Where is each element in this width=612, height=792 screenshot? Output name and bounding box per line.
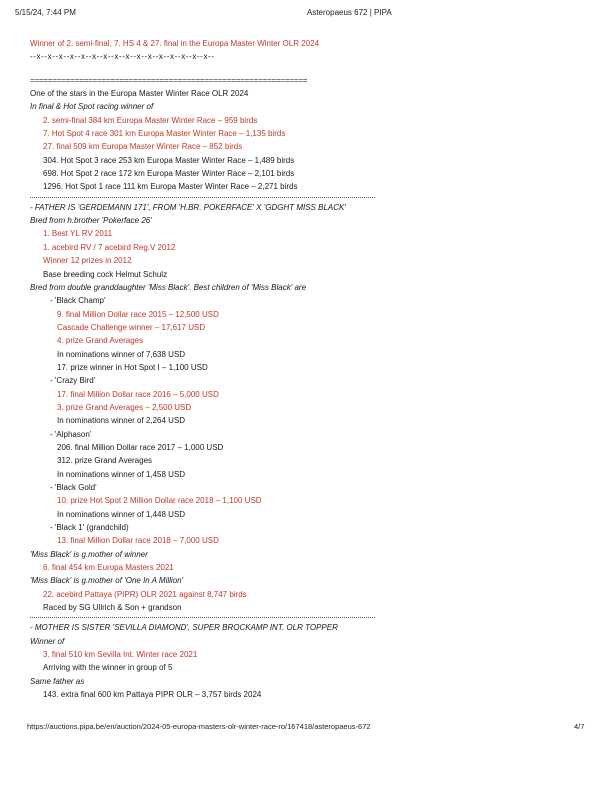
text-line: Base breeding cock Helmut Schulz — [43, 269, 168, 279]
text-line: 3. prize Grand Averages – 2,500 USD — [57, 402, 192, 412]
text-line: Bred from double granddaughter 'Miss Black'. Best children of 'Miss Black' are — [30, 282, 307, 292]
spacer — [30, 64, 590, 74]
text-line: 27. final 509 km Europa Master Winter Race – 852 birds — [43, 142, 243, 152]
text-line: In nominations winner of 1,448 USD — [57, 509, 186, 519]
text-line: 3. final 510 km Sevilla Int. Winter race 2021 — [43, 650, 198, 660]
text-line: --x--x--x--x--x--x--x--x--x--x--x--x--x--x--x--x-- — [30, 52, 215, 62]
text-line: In nominations winner of 7,638 USD — [57, 349, 186, 359]
text-line: 143. extra final 600 km Pattaya PIPR OLR – 3,757 birds 2024 — [43, 690, 262, 700]
text-line: 22. acebird Pattaya (PIPR) OLR 2021 against 8,747 birds — [43, 589, 247, 599]
text-line: - 'Alphason' — [50, 429, 92, 439]
text-line: - MOTHER IS SISTER 'SEVILLA DIAMOND', SUPER BROCKAMP INT. OLR TOPPER — [30, 623, 338, 633]
text-line: 698. Hot Spot 2 race 172 km Europa Master Winter Race – 2,101 birds — [43, 169, 295, 179]
page-number: 4/7 — [574, 722, 585, 731]
text-line: - 'Crazy Bird' — [50, 376, 96, 386]
document-body — [30, 37, 590, 702]
text-line: - FATHER IS 'GERDEMANN 171', FROM 'H.BR. POKERFACE' X 'GDGHT MISS BLACK' — [30, 202, 346, 212]
text-line: 'Miss Black' is g.mother of winner — [30, 549, 148, 559]
text-line: 6. final 454 km Europa Masters 2021 — [43, 563, 174, 573]
text-line: Winner 12 prizes in 2012 — [43, 256, 132, 266]
text-line: 4. prize Grand Averages — [57, 336, 144, 346]
text-line: 13. final Million Dollar race 2018 – 7,000 USD — [57, 536, 219, 546]
text-line: Same father as — [30, 676, 85, 686]
text-line: - 'Black Champ' — [50, 296, 106, 306]
page-title: Asteropaeus 672 | PIPA — [307, 8, 392, 17]
text-line: 1. Best YL RV 2011 — [43, 229, 113, 239]
section-divider — [30, 614, 590, 621]
text-line: 2. semi-final 384 km Europa Master Winter Race – 959 birds — [43, 115, 258, 125]
text-line: - 'Black 1' (grandchild) — [50, 523, 129, 533]
text-line: 1. acebird RV / 7 acebird Reg.V 2012 — [43, 242, 176, 252]
text-line: One of the stars in the Europa Master Winter Race OLR 2024 — [30, 89, 249, 99]
text-line: 10. prize Hot Spot 2 Million Dollar race 2018 – 1,100 USD — [57, 496, 262, 506]
text-line: 17. final Million Dollar race 2016 – 5,000 USD — [57, 389, 219, 399]
print-datetime: 5/15/24, 7:44 PM — [15, 8, 76, 17]
text-line: 9. final Million Dollar race 2015 – 12,500 USD — [57, 309, 219, 319]
text-line: Arriving with the winner in group of 5 — [43, 663, 173, 673]
text-line: Cascade Challenge winner – 17,617 USD — [57, 322, 206, 332]
text-line: In final & Hot Spot racing winner of — [30, 102, 154, 112]
text-line: 312. prize Grand Averages — [57, 456, 153, 466]
text-line: Winner of — [30, 636, 65, 646]
text-line: ============================================================== — [30, 75, 308, 85]
text-line: In nominations winner of 2,264 USD — [57, 416, 186, 426]
text-line: 17. prize winner in Hot Spot I – 1,100 USD — [57, 362, 208, 372]
section-divider — [30, 194, 590, 201]
text-line: In nominations winner of 1,458 USD — [57, 469, 186, 479]
footer-url[interactable]: https://auctions.pipa.be/en/auction/2024-05-europa-masters-olr-winter-race-ro/167418/asteropaeus-672 — [27, 722, 371, 731]
text-line: Bred from h.brother 'Pokerface 26' — [30, 216, 152, 226]
text-line: 7. Hot Spot 4 race 301 km Europa Master Winter Race – 1,135 birds — [43, 129, 286, 139]
text-line: Winner of 2. semi-final, 7. HS 4 & 27. final in the Europa Master Winter OLR 2024 — [30, 39, 320, 48]
text-line: 1296. Hot Spot 1 race 111 km Europa Master Winter Race – 2,271 birds — [43, 182, 298, 192]
text-line: Raced by SG Ullrich & Son + grandson — [43, 603, 182, 613]
text-line: 206. final Million Dollar race 2017 – 1,000 USD — [57, 442, 224, 452]
text-line: 'Miss Black' is g.mother of 'One In A Million' — [30, 576, 184, 586]
text-line: - 'Black Gold' — [50, 483, 97, 492]
text-line: 304. Hot Spot 3 race 253 km Europa Master Winter Race – 1,489 birds — [43, 155, 295, 165]
